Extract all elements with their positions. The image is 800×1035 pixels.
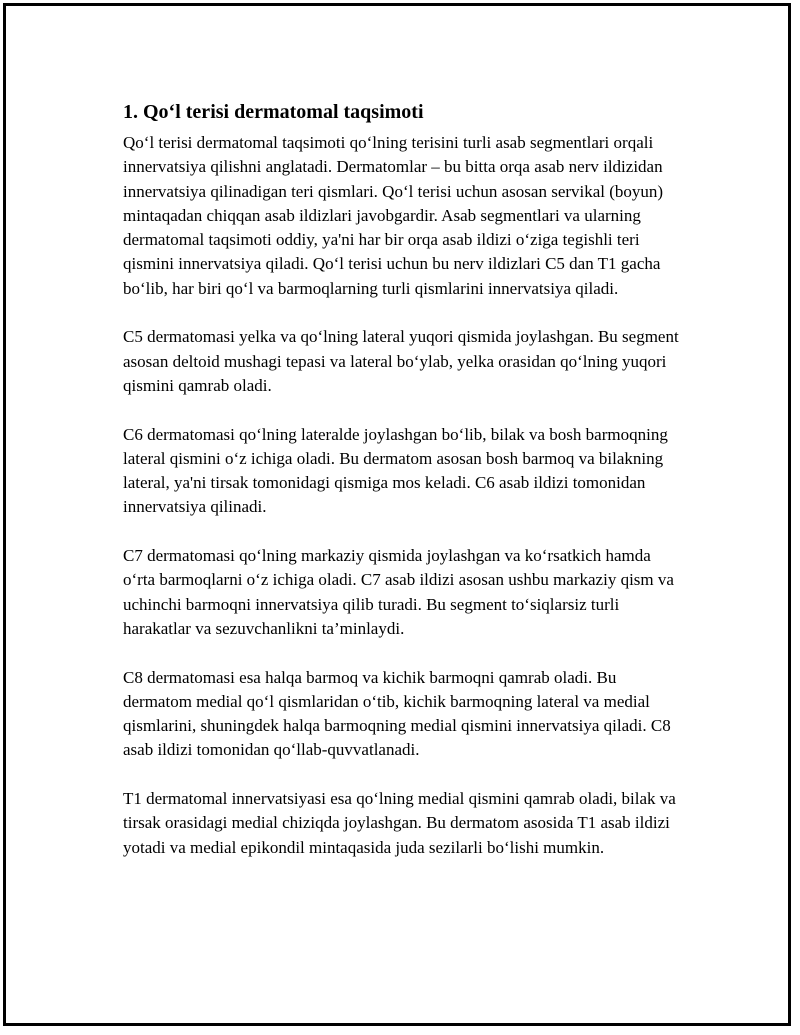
paragraph-t1: T1 dermatomal innervatsiyasi esa qo‘lning medial qismini qamrab oladi, bilak va tirsak orasidagi medial chiziqda joylashgan. Bu dermatom asosida T1 asab ildizi yotadi va medial epikondil mintaqasida juda sezilarli bo‘lishi mumkin. <box>123 789 676 857</box>
document-body <box>123 99 683 884</box>
page-border <box>3 3 791 1026</box>
paragraph-c8: C8 dermatomasi esa halqa barmoq va kichik barmoqni qamrab oladi. Bu dermatom medial qo‘l qismlaridan o‘tib, kichik barmoqning lateral va medial qismlarini, shuningdek halqa barmoqning medial qismini innervatsiya qiladi. C8 asab ildizi tomonidan qo‘llab-quvvatlanadi. <box>123 667 671 760</box>
paragraph-intro: Qo‘l terisi dermatomal taqsimoti qo‘lning terisini turli asab segmentlari orqali innervatsiya qilishni anglatadi. Dermatomlar – bu bitta orqa asab nerv ildizidan innervatsiya qilinadigan teri qismlari. Qo‘l terisi uchun asosan servikal (boyun) mintaqadan chiqqan asab ildizlari javobgardir. Asab segmentlari va ularning dermatomal taqsimoti oddiy, ya'ni har bir orqa asab ildizi o‘ziga tegishli teri qismini innervatsiya qiladi. Qo‘l terisi uchun bu nerv ildizlari C5 dan T1 gacha bo‘lib, har biri qo‘l va barmoqlarning turli qismlarini innervatsiya qiladi. <box>123 133 664 298</box>
paragraph-c6: C6 dermatomasi qo‘lning lateralde joylashgan bo‘lib, bilak va bosh barmoqning lateral qismini o‘z ichiga oladi. Bu dermatom asosan bosh barmoq va bilakning lateral, ya'ni tirsak tomonidagi qismiga mos keladi. C6 asab ildizi tomonidan innervatsiya qilinadi. <box>123 424 668 517</box>
section-heading: 1. Qo‘l terisi dermatomal taqsimoti <box>123 101 424 123</box>
paragraph-c7: C7 dermatomasi qo‘lning markaziy qismida joylashgan va ko‘rsatkich hamda o‘rta barmoqlarni o‘z ichiga oladi. C7 asab ildizi asosan ushbu markaziy qism va uchinchi barmoqni innervatsiya qilib turadi. Bu segment to‘siqlarsiz turli harakatlar va sezuvchanlikni ta’minlaydi. <box>123 546 674 638</box>
paragraph-c5: C5 dermatomasi yelka va qo‘lning lateral yuqori qismida joylashgan. Bu segment asosan deltoid mushagi tepasi va lateral bo‘ylab, yelka orasidan qo‘lning yuqori qismini qamrab oladi. <box>123 327 679 395</box>
